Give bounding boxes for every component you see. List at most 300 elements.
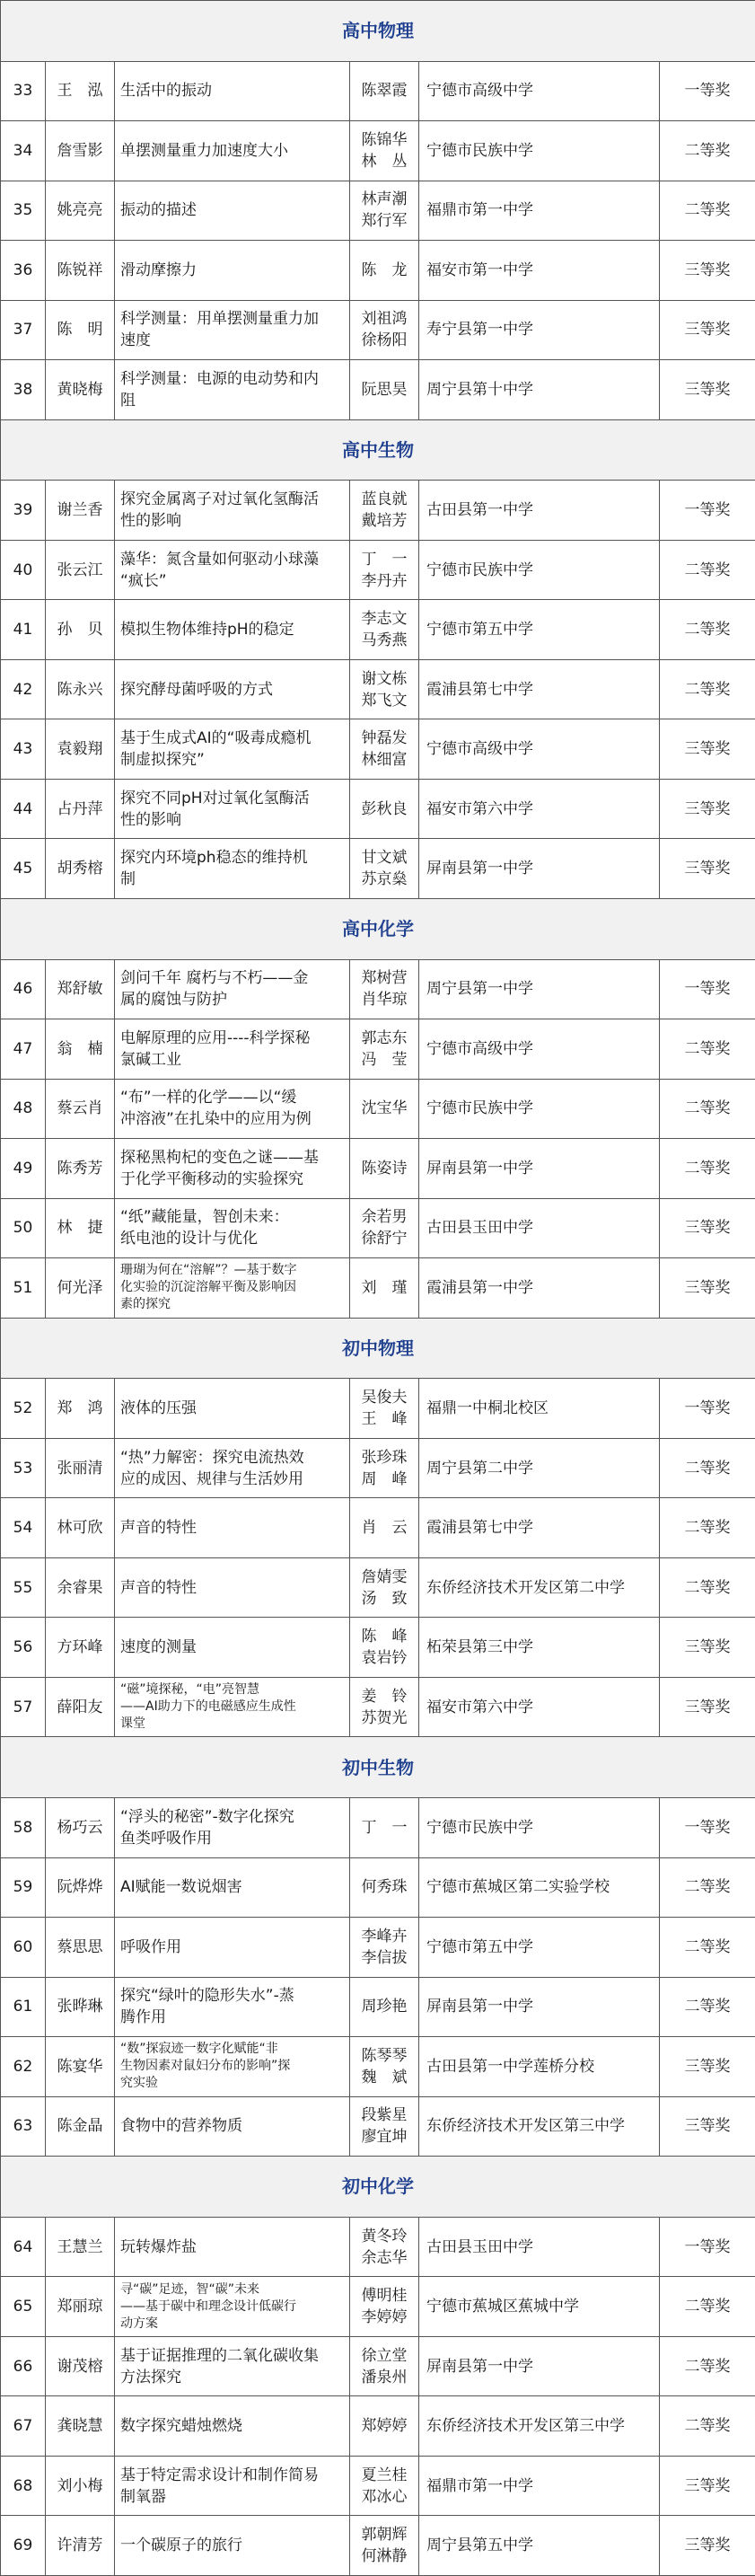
project-title-line: 滑动摩擦力 [120, 260, 197, 279]
table-row [1, 1438, 755, 1498]
prize-level: 三等奖 [660, 2516, 755, 2576]
project-title [115, 121, 350, 181]
teacher-names [350, 2277, 419, 2337]
teacher-name: 邓冰心 [361, 2487, 408, 2506]
row-number: 39 [1, 481, 46, 541]
teacher-names [350, 839, 419, 899]
project-title [115, 300, 350, 360]
student-name: 郑舒敏 [46, 959, 115, 1019]
project-title [115, 1857, 350, 1918]
project-title [115, 600, 350, 660]
teacher-names [350, 600, 419, 660]
project-title [115, 959, 350, 1019]
table-row [1, 2037, 755, 2097]
project-title-line: 鱼类呼吸作用 [120, 1829, 212, 1848]
teacher-name: 刘祖鸿 [361, 310, 408, 329]
student-name: 詹雪影 [46, 121, 115, 181]
student-name: 方环峰 [46, 1618, 115, 1678]
teacher-name: 郑飞文 [361, 691, 408, 710]
student-name: 薛阳友 [46, 1677, 115, 1737]
teacher-name: 王 峰 [361, 1410, 408, 1429]
row-number: 45 [1, 839, 46, 899]
row-number: 63 [1, 2096, 46, 2157]
teacher-name: 傅明桂 [361, 2287, 408, 2306]
table-row [1, 1079, 755, 1139]
row-number: 56 [1, 1618, 46, 1678]
teacher-name: 肖华琼 [361, 991, 408, 1010]
teacher-names [350, 719, 419, 780]
project-title [115, 1498, 350, 1558]
project-title-line: 性的影响 [120, 512, 181, 531]
row-number: 55 [1, 1557, 46, 1618]
school-name: 古田县第一中学莲桥分校 [419, 2037, 660, 2097]
section-title: 初中化学 [1, 2157, 755, 2218]
school-name: 柘荣县第三中学 [419, 1618, 660, 1678]
row-number: 62 [1, 2037, 46, 2097]
project-title-line: 藻华：氮含量如何驱动小球藻 [120, 550, 319, 569]
school-name: 宁德市第五中学 [419, 600, 660, 660]
prize-level: 二等奖 [660, 1918, 755, 1978]
student-name: 谢茂榕 [46, 2336, 115, 2396]
table-row [1, 1139, 755, 1199]
table-row [1, 181, 755, 241]
section-title: 高中物理 [1, 1, 755, 62]
prize-level: 二等奖 [660, 2277, 755, 2337]
project-title-line: 生活中的振动 [120, 82, 212, 101]
student-name: 余睿果 [46, 1557, 115, 1618]
project-title-line: 数字探究蜡烛燃烧 [120, 2417, 242, 2436]
teacher-name: 周 峰 [361, 1469, 408, 1488]
project-title-line: 氯碱工业 [120, 1050, 181, 1069]
project-title-line: 珊瑚为何在“溶解”？—基于数字 [120, 1263, 297, 1278]
table-row [1, 1977, 755, 2037]
school-name: 宁德市高级中学 [419, 1019, 660, 1080]
project-title-line: 制 [120, 870, 136, 889]
teacher-name: 汤 致 [361, 1589, 408, 1608]
table-row [1, 1379, 755, 1439]
teacher-name: 阮思昊 [361, 380, 408, 399]
prize-level: 一等奖 [660, 2217, 755, 2277]
teacher-names [350, 659, 419, 719]
school-name: 宁德市第五中学 [419, 1918, 660, 1978]
student-name: 孙 贝 [46, 600, 115, 660]
teacher-names [350, 121, 419, 181]
project-title-line: 寻“碳”足迹，智“碳”未来 [120, 2281, 260, 2297]
prize-level: 三等奖 [660, 2096, 755, 2157]
teacher-name: 肖 云 [361, 1519, 408, 1538]
teacher-names [350, 481, 419, 541]
teacher-names [350, 540, 419, 600]
project-title-line: 生物因素对鼠妇分布的影响”探 [120, 2059, 291, 2074]
teacher-name: 蓝良就 [361, 490, 408, 509]
teacher-name: 林 丛 [361, 152, 408, 171]
row-number: 54 [1, 1498, 46, 1558]
project-title-line: 模拟生物体维持pH的稳定 [120, 621, 294, 640]
table-row [1, 1019, 755, 1080]
school-name: 宁德市高级中学 [419, 61, 660, 121]
student-name: 占丹萍 [46, 779, 115, 839]
project-title [115, 1977, 350, 2037]
teacher-names [350, 1379, 419, 1439]
row-number: 66 [1, 2336, 46, 2396]
teacher-names [350, 1198, 419, 1258]
prize-level: 二等奖 [660, 1019, 755, 1080]
row-number: 43 [1, 719, 46, 780]
row-number: 34 [1, 121, 46, 181]
table-row [1, 1498, 755, 1558]
teacher-name: 袁岩钤 [361, 1649, 408, 1668]
section-title: 高中生物 [1, 419, 755, 481]
project-title [115, 181, 350, 241]
school-name: 周宁县第二中学 [419, 1438, 660, 1498]
row-number: 41 [1, 600, 46, 660]
row-number: 68 [1, 2456, 46, 2516]
row-number: 44 [1, 779, 46, 839]
school-name: 古田县第一中学 [419, 481, 660, 541]
project-title-line: “数”探寂迹一数字化赋能“非 [120, 2042, 278, 2057]
row-number: 42 [1, 659, 46, 719]
row-number: 49 [1, 1139, 46, 1199]
section-title: 初中生物 [1, 1737, 755, 1798]
project-title [115, 779, 350, 839]
project-title [115, 1079, 350, 1139]
project-title [115, 1258, 350, 1319]
teacher-name: 潘泉州 [361, 2368, 408, 2386]
row-number: 37 [1, 300, 46, 360]
school-name: 东侨经济技术开发区第二中学 [419, 1557, 660, 1618]
project-title-line: 科学测量：用单摆测量重力加 [120, 310, 319, 329]
prize-level: 二等奖 [660, 1438, 755, 1498]
prize-level: 二等奖 [660, 1079, 755, 1139]
project-title [115, 719, 350, 780]
table-row [1, 959, 755, 1019]
teacher-name: 周珍艳 [361, 1998, 408, 2016]
student-name: 许清芳 [46, 2516, 115, 2576]
prize-level: 三等奖 [660, 2456, 755, 2516]
teacher-name: 陈琴琴 [361, 2046, 408, 2065]
project-title-line: 食物中的营养物质 [120, 2117, 242, 2136]
section-title: 初中物理 [1, 1318, 755, 1379]
project-title-line: AI赋能一数说烟害 [120, 1878, 242, 1897]
awards-table-body [1, 1, 755, 2576]
row-number: 61 [1, 1977, 46, 2037]
table-row [1, 2217, 755, 2277]
teacher-name: 李信拔 [361, 1948, 408, 1967]
prize-level: 二等奖 [660, 600, 755, 660]
project-title [115, 1139, 350, 1199]
project-title-line: 基于特定需求设计和制作简易 [120, 2466, 319, 2484]
table-row [1, 2396, 755, 2457]
school-name: 宁德市高级中学 [419, 719, 660, 780]
student-name: 杨巧云 [46, 1798, 115, 1858]
project-title-line: 玩转爆炸盐 [120, 2237, 197, 2256]
teacher-name: 彭秋良 [361, 799, 408, 818]
row-number: 51 [1, 1258, 46, 1319]
teacher-names [350, 300, 419, 360]
teacher-names [350, 181, 419, 241]
table-row [1, 1677, 755, 1737]
row-number: 58 [1, 1798, 46, 1858]
section-header [1, 899, 755, 960]
teacher-name: 钟磊发 [361, 729, 408, 748]
project-title [115, 659, 350, 719]
row-number: 57 [1, 1677, 46, 1737]
project-title-line: ——基于碳中和理念设计低碳行 [120, 2298, 296, 2314]
school-name: 东侨经济技术开发区第三中学 [419, 2096, 660, 2157]
school-name: 宁德市蕉城区第二实验学校 [419, 1857, 660, 1918]
student-name: 王慧兰 [46, 2217, 115, 2277]
teacher-name: 姜 铃 [361, 1687, 408, 1706]
teacher-name: 陈翠霞 [361, 82, 408, 101]
project-title-line: 声音的特性 [120, 1519, 197, 1538]
student-name: 蔡云肖 [46, 1079, 115, 1139]
teacher-name: 甘文斌 [361, 849, 408, 868]
student-name: 蔡思思 [46, 1918, 115, 1978]
teacher-name: 徐舒宁 [361, 1230, 408, 1248]
project-title-line: 探究酵母菌呼吸的方式 [120, 680, 273, 699]
project-title-line: 速度 [120, 331, 151, 350]
school-name: 福安市第六中学 [419, 1677, 660, 1737]
teacher-name: 黄冬玲 [361, 2227, 408, 2245]
table-row [1, 121, 755, 181]
teacher-name: 陈 龙 [361, 260, 408, 279]
project-title-line: 冲溶液”在扎染中的应用为例 [120, 1110, 312, 1129]
table-row [1, 1857, 755, 1918]
prize-level: 二等奖 [660, 659, 755, 719]
prize-level: 一等奖 [660, 1798, 755, 1858]
student-name: 谢兰香 [46, 481, 115, 541]
project-title-line: 于化学平衡移动的实验探究 [120, 1169, 303, 1188]
student-name: 何光泽 [46, 1258, 115, 1319]
school-name: 屏南县第一中学 [419, 1977, 660, 2037]
section-header [1, 1, 755, 62]
prize-level: 二等奖 [660, 181, 755, 241]
project-title [115, 2277, 350, 2337]
teacher-names [350, 1618, 419, 1678]
project-title-line: 腾作用 [120, 2008, 166, 2027]
school-name: 周宁县第一中学 [419, 959, 660, 1019]
table-row [1, 839, 755, 899]
table-row [1, 1918, 755, 1978]
project-title-line: “布”一样的化学——以“缓 [120, 1089, 297, 1107]
student-name: 袁毅翔 [46, 719, 115, 780]
row-number: 50 [1, 1198, 46, 1258]
table-row [1, 300, 755, 360]
student-name: 张晔琳 [46, 1977, 115, 2037]
table-row [1, 719, 755, 780]
project-title-line: 制氧器 [120, 2487, 166, 2506]
prize-level: 三等奖 [660, 1618, 755, 1678]
teacher-names [350, 1079, 419, 1139]
prize-level: 二等奖 [660, 121, 755, 181]
prize-level: 三等奖 [660, 360, 755, 420]
teacher-name: 丁 一 [361, 1818, 408, 1837]
row-number: 33 [1, 61, 46, 121]
project-title-line: 性的影响 [120, 810, 181, 829]
project-title-line: 剑问千年 腐朽与不朽——金 [120, 969, 309, 988]
school-name: 古田县玉田中学 [419, 1198, 660, 1258]
section-header [1, 419, 755, 481]
teacher-names [350, 2096, 419, 2157]
school-name: 东侨经济技术开发区第三中学 [419, 2396, 660, 2457]
teacher-names [350, 1139, 419, 1199]
project-title [115, 1438, 350, 1498]
project-title [115, 1379, 350, 1439]
project-title-line: 一个碳原子的旅行 [120, 2536, 242, 2555]
table-row [1, 600, 755, 660]
project-title-line: “热”力解密：探究电流热效 [120, 1448, 304, 1467]
prize-level: 二等奖 [660, 2336, 755, 2396]
teacher-names [350, 2336, 419, 2396]
prize-level: 二等奖 [660, 540, 755, 600]
prize-level: 三等奖 [660, 1258, 755, 1319]
student-name: 刘小梅 [46, 2456, 115, 2516]
project-title-line: 制虚拟探究” [120, 751, 205, 770]
teacher-names [350, 61, 419, 121]
teacher-name: 苏贺光 [361, 1708, 408, 1727]
teacher-name: 吴俊夫 [361, 1389, 408, 1407]
teacher-name: 陈 峰 [361, 1628, 408, 1646]
project-title [115, 2037, 350, 2097]
student-name: 黄晓梅 [46, 360, 115, 420]
teacher-name: 郑婷婷 [361, 2417, 408, 2436]
school-name: 宁德市民族中学 [419, 121, 660, 181]
project-title-line: 单摆测量重力加速度大小 [120, 141, 288, 160]
teacher-name: 余志华 [361, 2248, 408, 2267]
row-number: 35 [1, 181, 46, 241]
table-row [1, 360, 755, 420]
teacher-name: 陈锦华 [361, 130, 408, 149]
project-title-line: 究实验 [120, 2076, 158, 2091]
row-number: 46 [1, 959, 46, 1019]
teacher-names [350, 2217, 419, 2277]
table-row [1, 481, 755, 541]
teacher-name: 丁 一 [361, 550, 408, 569]
teacher-name: 李婷婷 [361, 2308, 408, 2327]
teacher-names [350, 1019, 419, 1080]
row-number: 60 [1, 1918, 46, 1978]
project-title-line: 探究不同pH对过氧化氢酶活 [120, 789, 310, 807]
project-title [115, 540, 350, 600]
teacher-names [350, 241, 419, 301]
section-header [1, 1737, 755, 1798]
table-row [1, 540, 755, 600]
project-title-line: 探究金属离子对过氧化氢酶活 [120, 490, 319, 509]
school-name: 霞浦县第一中学 [419, 1258, 660, 1319]
student-name: 龚晓慧 [46, 2396, 115, 2457]
student-name: 陈宴华 [46, 2037, 115, 2097]
student-name: 陈金晶 [46, 2096, 115, 2157]
school-name: 周宁县第五中学 [419, 2516, 660, 2576]
teacher-name: 戴培芳 [361, 512, 408, 531]
project-title-line: “疯长” [120, 571, 167, 590]
project-title-line: 基于生成式AI的“吸毒成瘾机 [120, 729, 312, 748]
project-title [115, 2096, 350, 2157]
project-title-line: 阻 [120, 391, 136, 410]
teacher-name: 沈宝华 [361, 1099, 408, 1118]
project-title-line: ——AI助力下的电磁感应生成性 [120, 1699, 296, 1715]
project-title-line: 素的探究 [120, 1297, 171, 1312]
project-title [115, 2456, 350, 2516]
prize-level: 三等奖 [660, 2037, 755, 2097]
row-number: 40 [1, 540, 46, 600]
student-name: 林 捷 [46, 1198, 115, 1258]
project-title [115, 61, 350, 121]
table-row [1, 2456, 755, 2516]
teacher-names [350, 1438, 419, 1498]
project-title [115, 1618, 350, 1678]
project-title [115, 2217, 350, 2277]
prize-level: 二等奖 [660, 1139, 755, 1199]
project-title [115, 1677, 350, 1737]
teacher-name: 冯 莹 [361, 1050, 408, 1069]
teacher-names [350, 2516, 419, 2576]
teacher-name: 詹婧雯 [361, 1567, 408, 1586]
school-name: 宁德市蕉城区蕉城中学 [419, 2277, 660, 2337]
teacher-name: 刘 瑾 [361, 1278, 408, 1297]
section-header [1, 2157, 755, 2218]
prize-level: 一等奖 [660, 1379, 755, 1439]
project-title-line: 方法探究 [120, 2368, 181, 2386]
school-name: 霞浦县第七中学 [419, 1498, 660, 1558]
project-title-line: 探究“绿叶的隐形失水”-蒸 [120, 1987, 294, 2006]
teacher-name: 何秀珠 [361, 1878, 408, 1897]
prize-level: 三等奖 [660, 300, 755, 360]
table-row [1, 241, 755, 301]
project-title-line: 振动的描述 [120, 201, 197, 220]
project-title-line: 基于证据推理的二氧化碳收集 [120, 2346, 319, 2365]
student-name: 陈 明 [46, 300, 115, 360]
student-name: 胡秀榕 [46, 839, 115, 899]
prize-level: 一等奖 [660, 61, 755, 121]
teacher-names [350, 1857, 419, 1918]
student-name: 翁 楠 [46, 1019, 115, 1080]
school-name: 屏南县第一中学 [419, 839, 660, 899]
project-title-line: “磁”境探秘，“电”亮智慧 [120, 1682, 260, 1698]
section-title: 高中化学 [1, 899, 755, 960]
row-number: 53 [1, 1438, 46, 1498]
table-row [1, 1618, 755, 1678]
table-row [1, 2277, 755, 2337]
project-title [115, 2396, 350, 2457]
table-row [1, 1557, 755, 1618]
project-title [115, 839, 350, 899]
project-title [115, 481, 350, 541]
table-row [1, 1198, 755, 1258]
teacher-name: 廖宜坤 [361, 2128, 408, 2147]
school-name: 屏南县第一中学 [419, 2336, 660, 2396]
prize-level: 三等奖 [660, 779, 755, 839]
teacher-names [350, 1918, 419, 1978]
project-title-line: 声音的特性 [120, 1578, 197, 1597]
table-row [1, 1258, 755, 1319]
table-row [1, 1798, 755, 1858]
school-name: 古田县玉田中学 [419, 2217, 660, 2277]
student-name: 张丽清 [46, 1438, 115, 1498]
school-name: 福安市第一中学 [419, 241, 660, 301]
school-name: 福鼎市第一中学 [419, 181, 660, 241]
row-number: 67 [1, 2396, 46, 2457]
student-name: 林可欣 [46, 1498, 115, 1558]
teacher-name: 郭朝辉 [361, 2526, 408, 2545]
teacher-name: 夏兰桂 [361, 2466, 408, 2484]
project-title-line: “纸”藏能量，智创未来： [120, 1208, 289, 1227]
table-row [1, 2336, 755, 2396]
student-name: 陈锐祥 [46, 241, 115, 301]
school-name: 霞浦县第七中学 [419, 659, 660, 719]
project-title-line: 属的腐蚀与防护 [120, 991, 227, 1010]
teacher-name: 李志文 [361, 610, 408, 629]
